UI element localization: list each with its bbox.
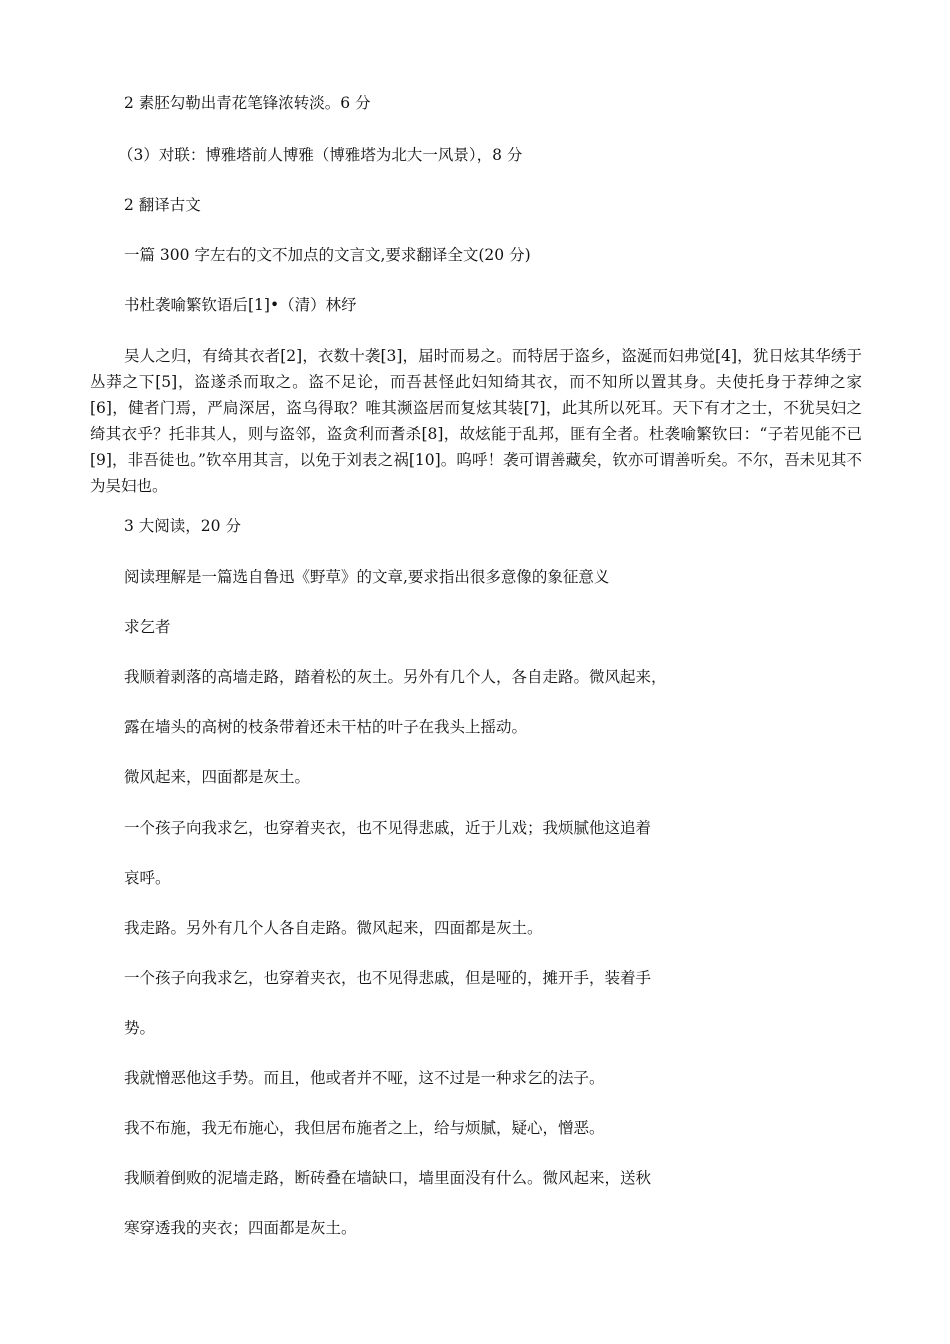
passage-title: 书杜袭喻繁钦语后[1]•（清）林纾: [124, 296, 357, 314]
reading-line: 一个孩子向我求乞，也穿着夹衣，也不见得悲戚，近于儿戏；我烦腻他这追着: [124, 819, 652, 837]
section-heading-translate: 2 翻译古文: [124, 196, 201, 214]
text-line-score-2: 2 素胚勾勒出青花笔锋浓转淡。6 分: [124, 94, 371, 112]
reading-line: 一个孩子向我求乞，也穿着夹衣，也不见得悲戚，但是哑的，摊开手，装着手: [124, 969, 652, 987]
reading-line: 势。: [124, 1019, 156, 1037]
reading-line: 寒穿透我的夹衣；四面都是灰土。: [124, 1219, 357, 1237]
text-line-couplet: （3）对联：博雅塔前人博雅（博雅塔为北大一风景），8 分: [118, 146, 523, 164]
reading-line: 哀呼。: [124, 869, 171, 887]
reading-line: 我顺着剥落的高墙走路，踏着松的灰土。另外有几个人，各自走路。微风起来，: [124, 668, 667, 686]
text-line-reading-desc: 阅读理解是一篇选自鲁迅《野草》的文章,要求指出很多意像的象征意义: [124, 568, 610, 586]
section-heading-reading: 3 大阅读，20 分: [124, 517, 241, 535]
reading-line: 露在墙头的高树的枝条带着还未干枯的叶子在我头上摇动。: [124, 718, 528, 736]
reading-line: 我就憎恶他这手势。而且，他或者并不哑，这不过是一种求乞的法子。: [124, 1069, 605, 1087]
reading-title: 求乞者: [124, 618, 171, 636]
reading-line: 我不布施，我无布施心，我但居布施者之上，给与烦腻，疑心，憎恶。: [124, 1119, 605, 1137]
classical-passage: 吴人之归，有绮其衣者[2]，衣数十袭[3]，届时而易之。而特居于盗乡，盗涎而妇弗觉[4]，犹日炫其华绣于丛莽之下[5]，盗遂杀而取之。盗不足论，而吾甚怪此妇知绮其衣，而不知所以置其身。夫使托身于荐绅之家[6]，健者门焉，严扃深居，盗乌得取？唯其濒盗居而复炫其装[7]，此其所以死耳。天下有才之士，不犹吴妇之绮其衣乎？托非其人，则与盗邻，盗贪利而耆杀[8]，故炫能于乱邦，匪有全者。杜袭喻繁钦曰：“子若见能不已[9]，非吾徒也。”钦卒用其言，以免于刘表之祸[10]。呜呼！袭可谓善藏矣，钦亦可谓善听矣。不尔，吾未见其不为吴妇也。: [90, 347, 862, 495]
text-line-translate-desc: 一篇 300 字左右的文不加点的文言文,要求翻译全文(20 分): [124, 246, 531, 264]
reading-line: 我走路。另外有几个人各自走路。微风起来，四面都是灰土。: [124, 919, 543, 937]
reading-line: 我顺着倒败的泥墙走路，断砖叠在墙缺口，墙里面没有什么。微风起来，送秋: [124, 1169, 652, 1187]
reading-line: 微风起来，四面都是灰土。: [124, 768, 311, 786]
